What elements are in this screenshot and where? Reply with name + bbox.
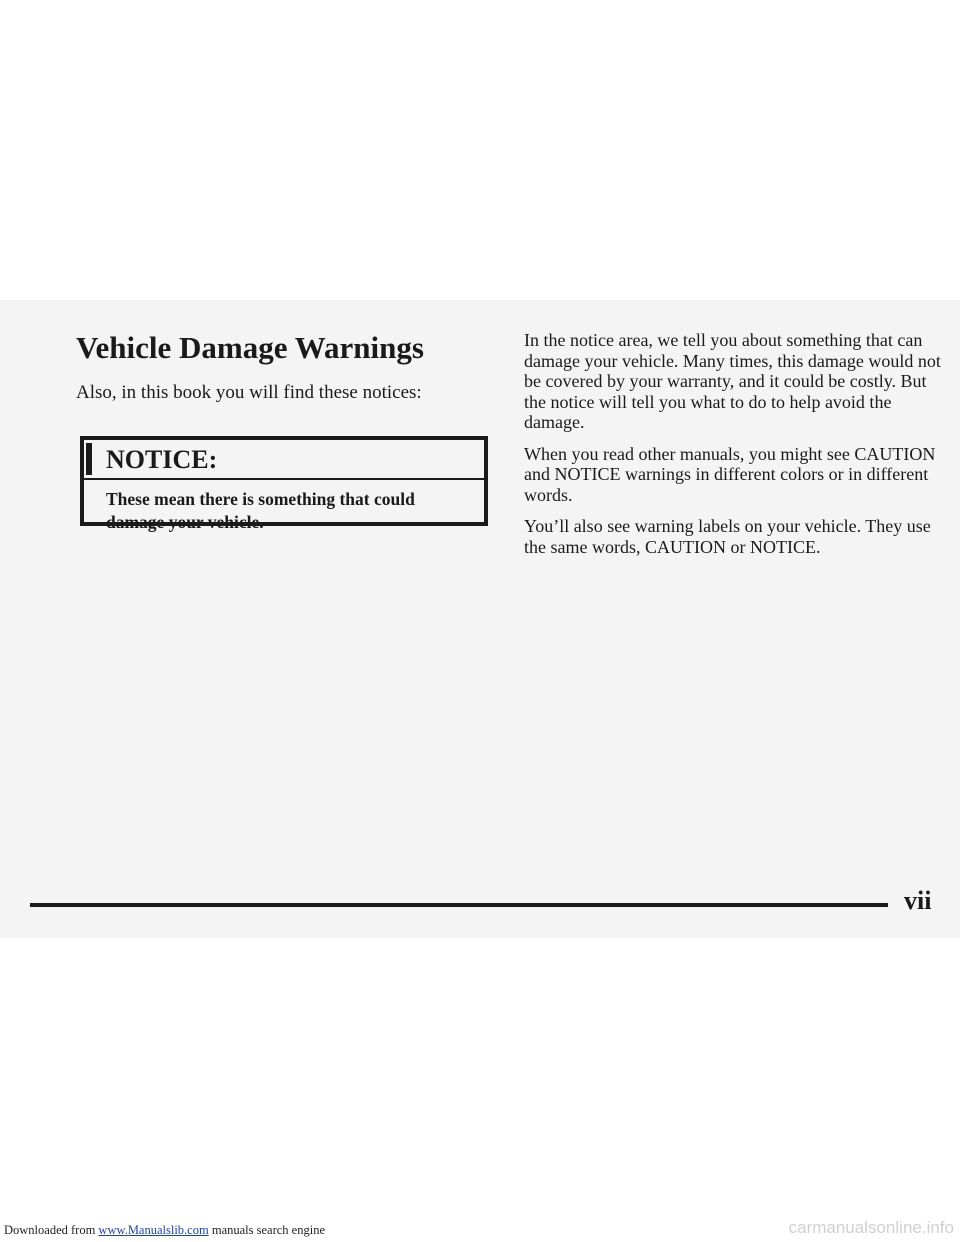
notice-accent-bar: [86, 443, 92, 475]
intro-text: Also, in this book you will find these notices:: [76, 382, 422, 403]
notice-title-bar: [84, 440, 484, 480]
right-column: [524, 330, 944, 568]
footer-rule: [30, 903, 888, 907]
notice-box: [80, 436, 488, 532]
paragraph-other-manuals: When you read other manuals, you might see CAUTION and NOTICE warnings in different colors or in different words.: [524, 443, 936, 505]
page-number: vii: [904, 886, 932, 915]
notice-body: These mean there is something that could damage your vehicle.: [106, 489, 415, 532]
paragraph-warning-labels: You’ll also see warning labels on your vehicle. They use the same words, CAUTION or NOTICE.: [524, 516, 931, 557]
footer-prefix: Downloaded from: [4, 1223, 99, 1237]
footer-suffix: manuals search engine: [208, 1223, 325, 1237]
notice-title: NOTICE:: [106, 445, 218, 474]
download-footer: [4, 1223, 325, 1237]
section-heading: Vehicle Damage Warnings: [76, 330, 424, 365]
manualslib-link[interactable]: www.Manualslib.com: [98, 1223, 209, 1237]
watermark: carmanualsonline.info: [788, 1218, 954, 1237]
paragraph-notice-area: In the notice area, we tell you about something that can damage your vehicle. Many times, this damage would not be covered by your warranty, and it could be costly. But the notice will tell you what to do to help avoid the damage.: [524, 330, 941, 432]
